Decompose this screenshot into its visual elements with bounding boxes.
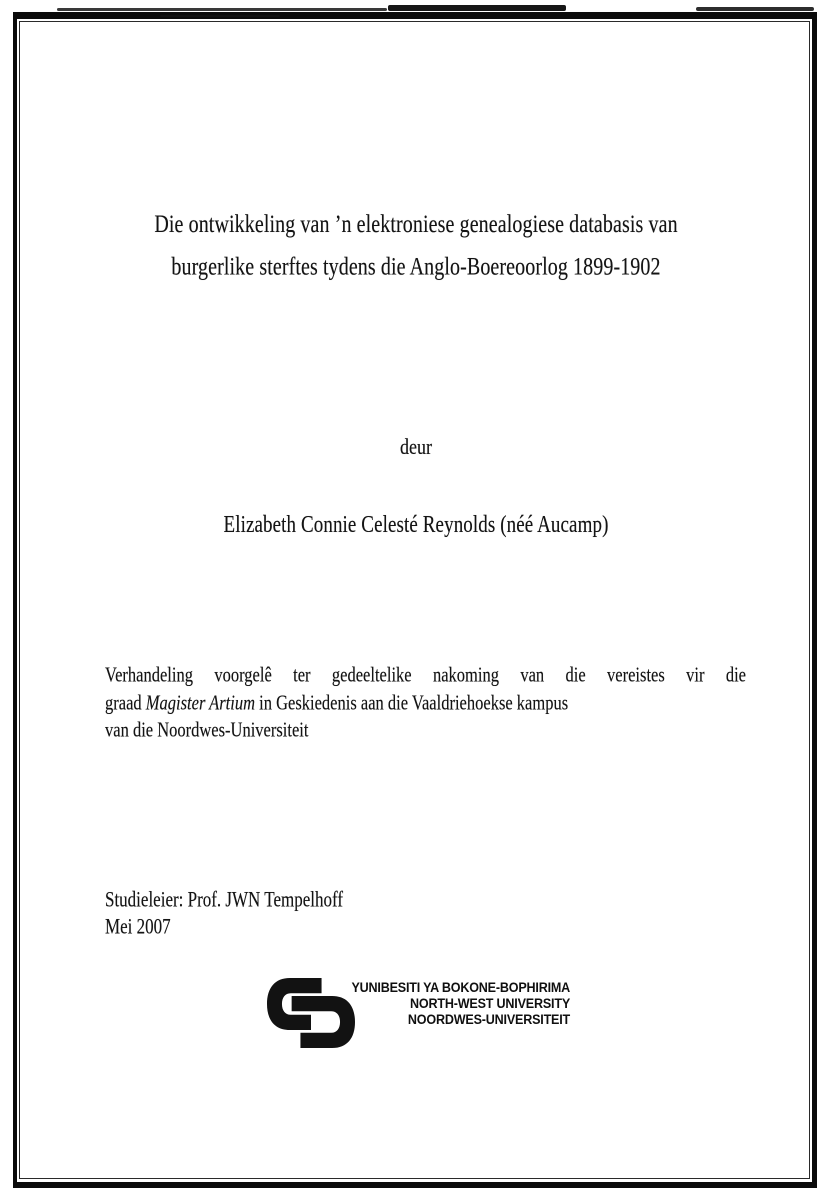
nwu-logo-mark-icon	[267, 978, 355, 1048]
thesis-title-line-2: burgerlike sterftes tydens die Anglo-Boereoorlog 1899-1902	[171, 252, 661, 281]
supervisor-block	[105, 886, 605, 940]
degree-statement-line-3: van die Noordwes-Universiteit	[105, 717, 309, 742]
date-line: Mei 2007	[105, 914, 171, 939]
logo-line-afrikaans: NOORDWES-UNIVERSITEIT	[407, 1012, 570, 1028]
supervisor-line: Studieleier: Prof. JWN Tempelhoff	[105, 887, 344, 912]
thesis-title	[44, 204, 788, 288]
degree-statement-line-1: Verhandeling voorgelê ter gedeeltelike nakoming van die vereistes vir die	[105, 662, 746, 687]
thesis-title-line-1: Die ontwikkeling van ’n elektroniese genealogiese databasis van	[154, 210, 678, 239]
logo-line-setswana: YUNIBESITI YA BOKONE-BOPHIRIMA	[351, 980, 570, 995]
degree-statement	[105, 661, 746, 744]
scan-artifact	[388, 5, 566, 11]
author-name: Elizabeth Connie Celesté Reynolds (néé Aucamp)	[223, 511, 609, 539]
degree-statement-line2-pre: graad	[105, 689, 146, 715]
degree-statement-line2-post: in Geskiedenis aan die Vaaldriehoekse kampus	[255, 689, 569, 715]
degree-statement-line-2	[105, 689, 746, 717]
degree-name-italic: Magister Artium	[145, 689, 256, 715]
byline: deur	[400, 433, 432, 459]
scan-artifact	[696, 7, 814, 11]
scan-artifact	[57, 8, 387, 11]
logo-line-english: NORTH-WEST UNIVERSITY	[409, 996, 570, 1012]
scan-artifact	[160, 15, 280, 17]
nwu-logo-wordmark	[351, 980, 570, 1029]
